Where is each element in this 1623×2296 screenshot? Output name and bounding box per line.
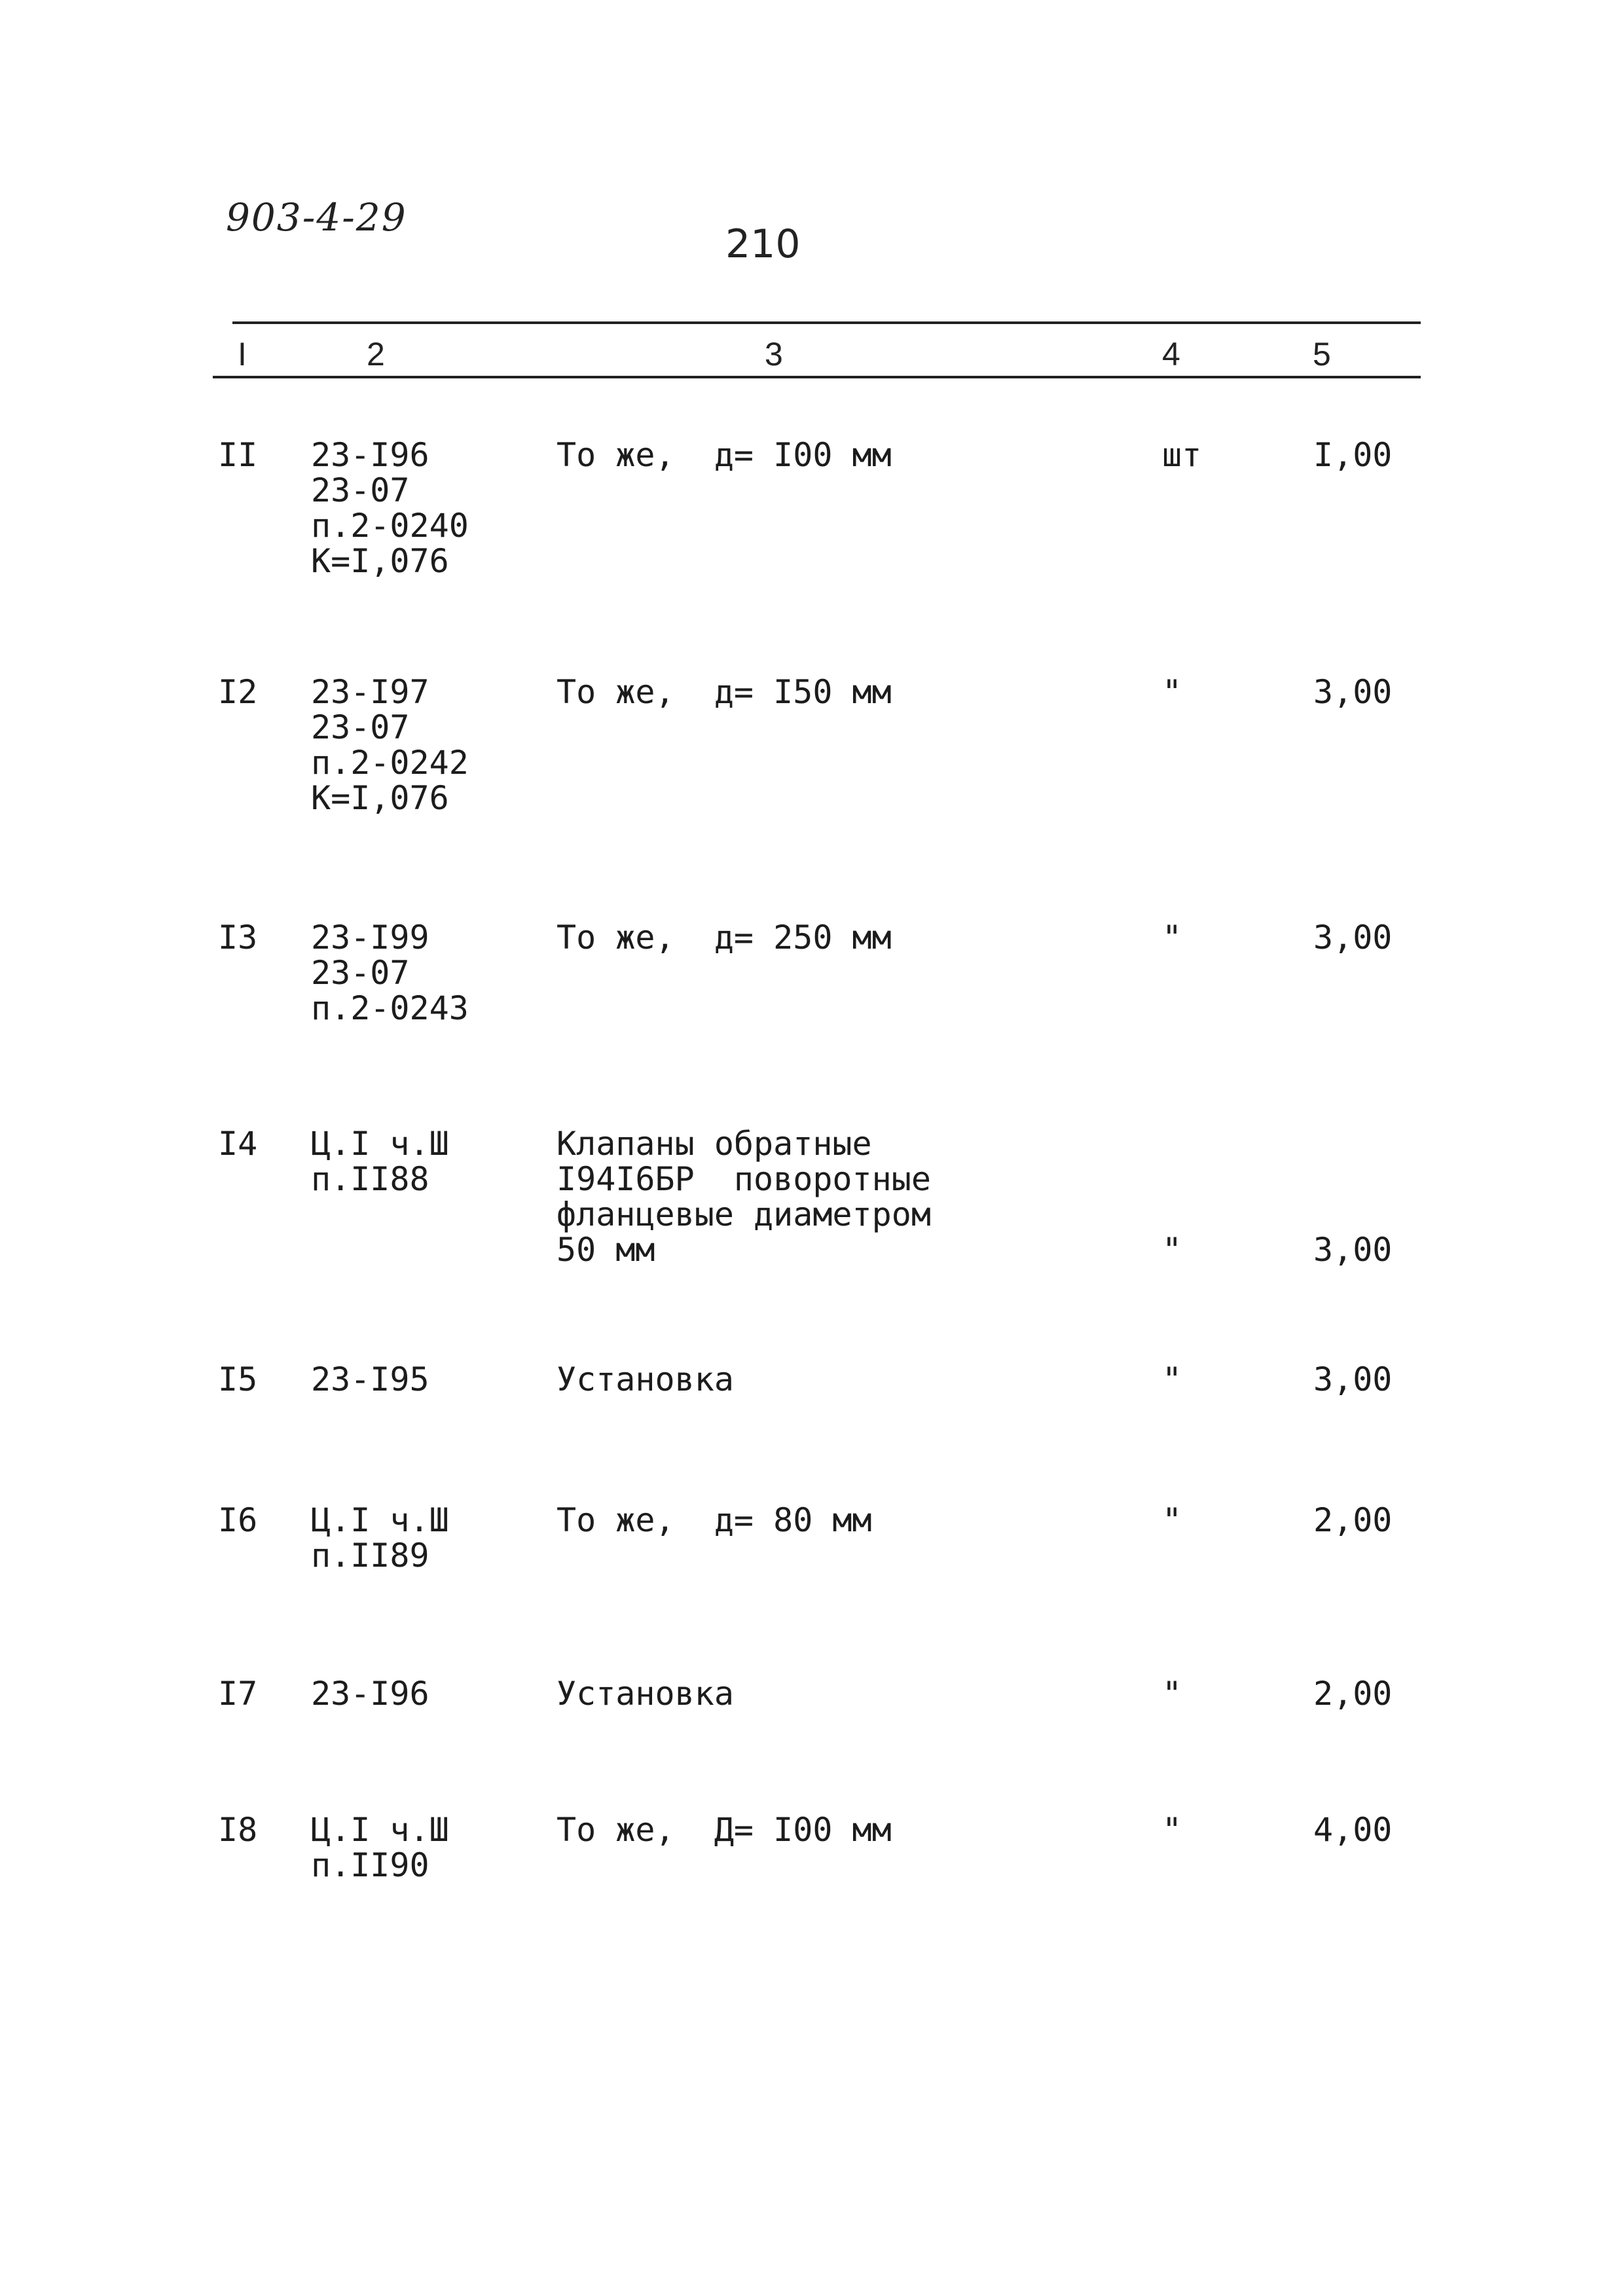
row-code-line: 23-I97 <box>311 673 429 711</box>
row-description <box>556 437 892 473</box>
row-number: I5 <box>218 1360 258 1398</box>
row-description-line: То же, Д= I00 мм <box>556 1811 892 1849</box>
row-code-line: Ц.I ч.Ш <box>311 1811 449 1849</box>
column-header-2: 2 <box>367 336 385 373</box>
row-description <box>556 920 892 955</box>
row-description <box>556 1126 931 1267</box>
row-code <box>311 674 469 816</box>
row-quantity: 4,00 <box>1313 1811 1393 1849</box>
row-number: I6 <box>218 1501 258 1539</box>
row-code <box>311 1362 429 1397</box>
row-code-line: 23-I95 <box>311 1360 429 1398</box>
row-code-line: Ц.I ч.Ш <box>311 1501 449 1539</box>
row-quantity: 3,00 <box>1313 673 1393 711</box>
row-code-line: п.2-0242 <box>311 744 469 782</box>
row-description <box>556 1812 892 1848</box>
row-description-line: Клапаны обратные <box>556 1125 872 1163</box>
row-unit: " <box>1162 1675 1182 1713</box>
table-header-rule <box>213 376 1421 378</box>
row-description <box>556 1503 872 1538</box>
row-description-line: То же, д= I00 мм <box>556 436 892 474</box>
row-code-line: 23-07 <box>311 471 410 509</box>
row-description-line: То же, д= 80 мм <box>556 1501 872 1539</box>
row-code-line: 23-07 <box>311 708 410 746</box>
row-number: I8 <box>218 1811 258 1849</box>
row-quantity: 3,00 <box>1313 1360 1393 1398</box>
row-code-line: п.II89 <box>311 1537 429 1575</box>
row-unit: " <box>1162 1360 1182 1398</box>
row-unit: " <box>1162 1811 1182 1849</box>
row-description-line: То же, д= I50 мм <box>556 673 892 711</box>
row-code-line: п.II90 <box>311 1846 429 1884</box>
row-unit: " <box>1162 673 1182 711</box>
row-description-line: Установка <box>556 1360 734 1398</box>
column-header-5: 5 <box>1313 336 1331 373</box>
row-description <box>556 1676 734 1711</box>
row-description-line: 50 мм <box>556 1231 655 1269</box>
column-header-3: 3 <box>765 336 783 373</box>
table-top-rule <box>232 321 1421 324</box>
row-description-line: Установка <box>556 1675 734 1713</box>
row-code <box>311 920 469 1026</box>
row-code-line: К=I,076 <box>311 542 449 580</box>
row-code-line: 23-07 <box>311 954 410 992</box>
row-code-line: п.2-0243 <box>311 989 469 1027</box>
row-code <box>311 1812 449 1883</box>
row-description-line: I94I6БР поворотные <box>556 1160 931 1198</box>
row-description-line: То же, д= 250 мм <box>556 919 892 957</box>
row-code-line: К=I,076 <box>311 779 449 817</box>
row-code-line: п.II88 <box>311 1160 429 1198</box>
document-code: 903-4-29 <box>226 195 407 240</box>
row-code-line: 23-I96 <box>311 436 429 474</box>
row-unit: " <box>1162 919 1182 957</box>
row-number: I4 <box>218 1125 258 1163</box>
row-code-line: Ц.I ч.Ш <box>311 1125 449 1163</box>
row-code <box>311 437 469 579</box>
row-quantity: 2,00 <box>1313 1501 1393 1539</box>
row-code-line: 23-I96 <box>311 1675 429 1713</box>
row-description-line: фланцевые диаметром <box>556 1195 931 1233</box>
column-header-1: I <box>238 336 247 373</box>
row-unit: " <box>1162 1231 1182 1269</box>
row-quantity: 3,00 <box>1313 1231 1393 1269</box>
row-code <box>311 1503 449 1573</box>
row-quantity: 2,00 <box>1313 1675 1393 1713</box>
row-number: I2 <box>218 673 258 711</box>
column-header-4: 4 <box>1162 336 1180 373</box>
row-description <box>556 1362 734 1397</box>
row-description <box>556 674 892 710</box>
row-code-line: 23-I99 <box>311 919 429 957</box>
row-quantity: I,00 <box>1313 436 1393 474</box>
row-number: I3 <box>218 919 258 957</box>
row-code <box>311 1126 449 1197</box>
row-quantity: 3,00 <box>1313 919 1393 957</box>
row-unit: " <box>1162 1501 1182 1539</box>
row-unit: шт <box>1162 436 1202 474</box>
row-code-line: п.2-0240 <box>311 507 469 545</box>
page-number: 210 <box>725 221 801 267</box>
row-code <box>311 1676 429 1711</box>
row-number: II <box>218 436 258 474</box>
row-number: I7 <box>218 1675 258 1713</box>
